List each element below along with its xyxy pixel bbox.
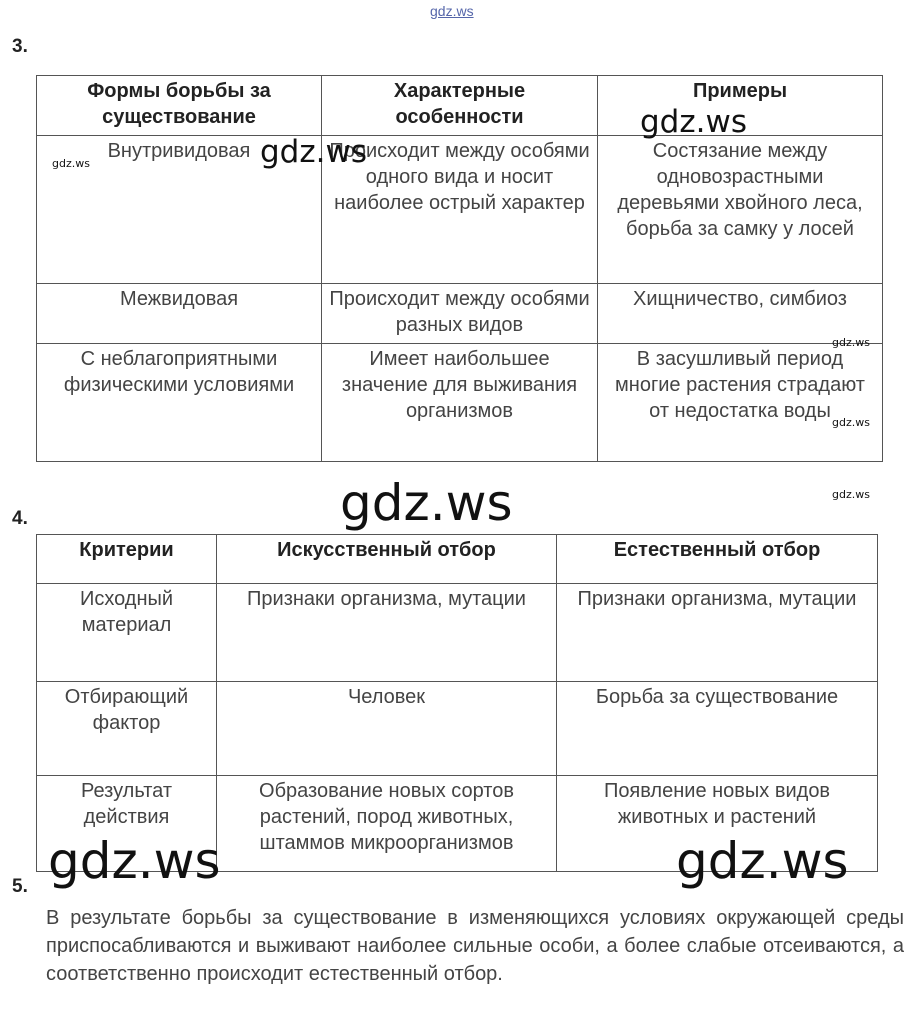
watermark: gdz.ws xyxy=(640,104,747,140)
header-cell: Искусственный отбор xyxy=(217,535,557,584)
table-row xyxy=(37,136,883,284)
table-cell: Отбирающий фактор xyxy=(37,682,217,776)
table-cell: Результат действия xyxy=(37,776,217,872)
header-cell: Формы борьбы за существование xyxy=(37,76,322,136)
table-cell: Образование новых сортов растений, пород животных, штаммов микроорганизмов xyxy=(217,776,557,872)
header-cell: Критерии xyxy=(37,535,217,584)
header-cell: Примеры xyxy=(598,76,883,136)
table-row xyxy=(37,284,883,344)
table-cell: Борьба за существование xyxy=(557,682,878,776)
table-cell: Происходит между особями разных видов xyxy=(322,284,598,344)
watermark: gdz.ws xyxy=(340,474,513,532)
struggle-forms-table xyxy=(36,75,883,462)
table-cell: Внутривидовая xyxy=(37,136,322,284)
table-cell: Хищничество, симбиоз xyxy=(598,284,883,344)
watermark: gdz.ws xyxy=(832,416,870,429)
table-cell: Человек xyxy=(217,682,557,776)
table-header-row xyxy=(37,76,883,136)
watermark: gdz.ws xyxy=(832,488,870,501)
table-header-row xyxy=(37,535,878,584)
watermark: gdz.ws xyxy=(832,336,870,349)
table-row xyxy=(37,584,878,682)
table-cell: Признаки организма, мутации xyxy=(217,584,557,682)
table-cell: С неблагоприятными физическими условиями xyxy=(37,344,322,462)
watermark: gdz.ws xyxy=(260,134,367,170)
watermark: gdz.ws xyxy=(48,832,221,890)
table-row xyxy=(37,344,883,462)
section-4-number: 4. xyxy=(12,508,28,529)
header-cell: Характерные особенности xyxy=(322,76,598,136)
table-cell: В засушливый период многие растения страдают от недостатка воды xyxy=(598,344,883,462)
watermark: gdz.ws xyxy=(52,157,90,170)
header-cell: Естественный отбор xyxy=(557,535,878,584)
table-cell: Происходит между особями одного вида и носит наиболее острый характер xyxy=(322,136,598,284)
table-cell: Межвидовая xyxy=(37,284,322,344)
section-3-number: 3. xyxy=(12,36,28,57)
table-cell: Имеет наибольшее значение для выживания организмов xyxy=(322,344,598,462)
table-cell: Состязание между одновозрастными деревьями хвойного леса, борьба за самку у лосей xyxy=(598,136,883,284)
watermark: gdz.ws xyxy=(676,832,849,890)
table-cell: Признаки организма, мутации xyxy=(557,584,878,682)
table-row xyxy=(37,682,878,776)
table-cell: Появление новых видов животных и растений xyxy=(557,776,878,872)
section-5-number: 5. xyxy=(12,876,28,897)
section-5-paragraph: В результате борьбы за существование в изменяющихся условиях окружающей среды приспосабливаются и выживают наиболее сильные особи, а более слабые отсеиваются, а соответственно происходит естественный отбор. xyxy=(46,907,904,985)
table-cell: Исходный материал xyxy=(37,584,217,682)
selection-comparison-table xyxy=(36,534,878,872)
watermark-top: gdz.ws xyxy=(430,3,474,19)
